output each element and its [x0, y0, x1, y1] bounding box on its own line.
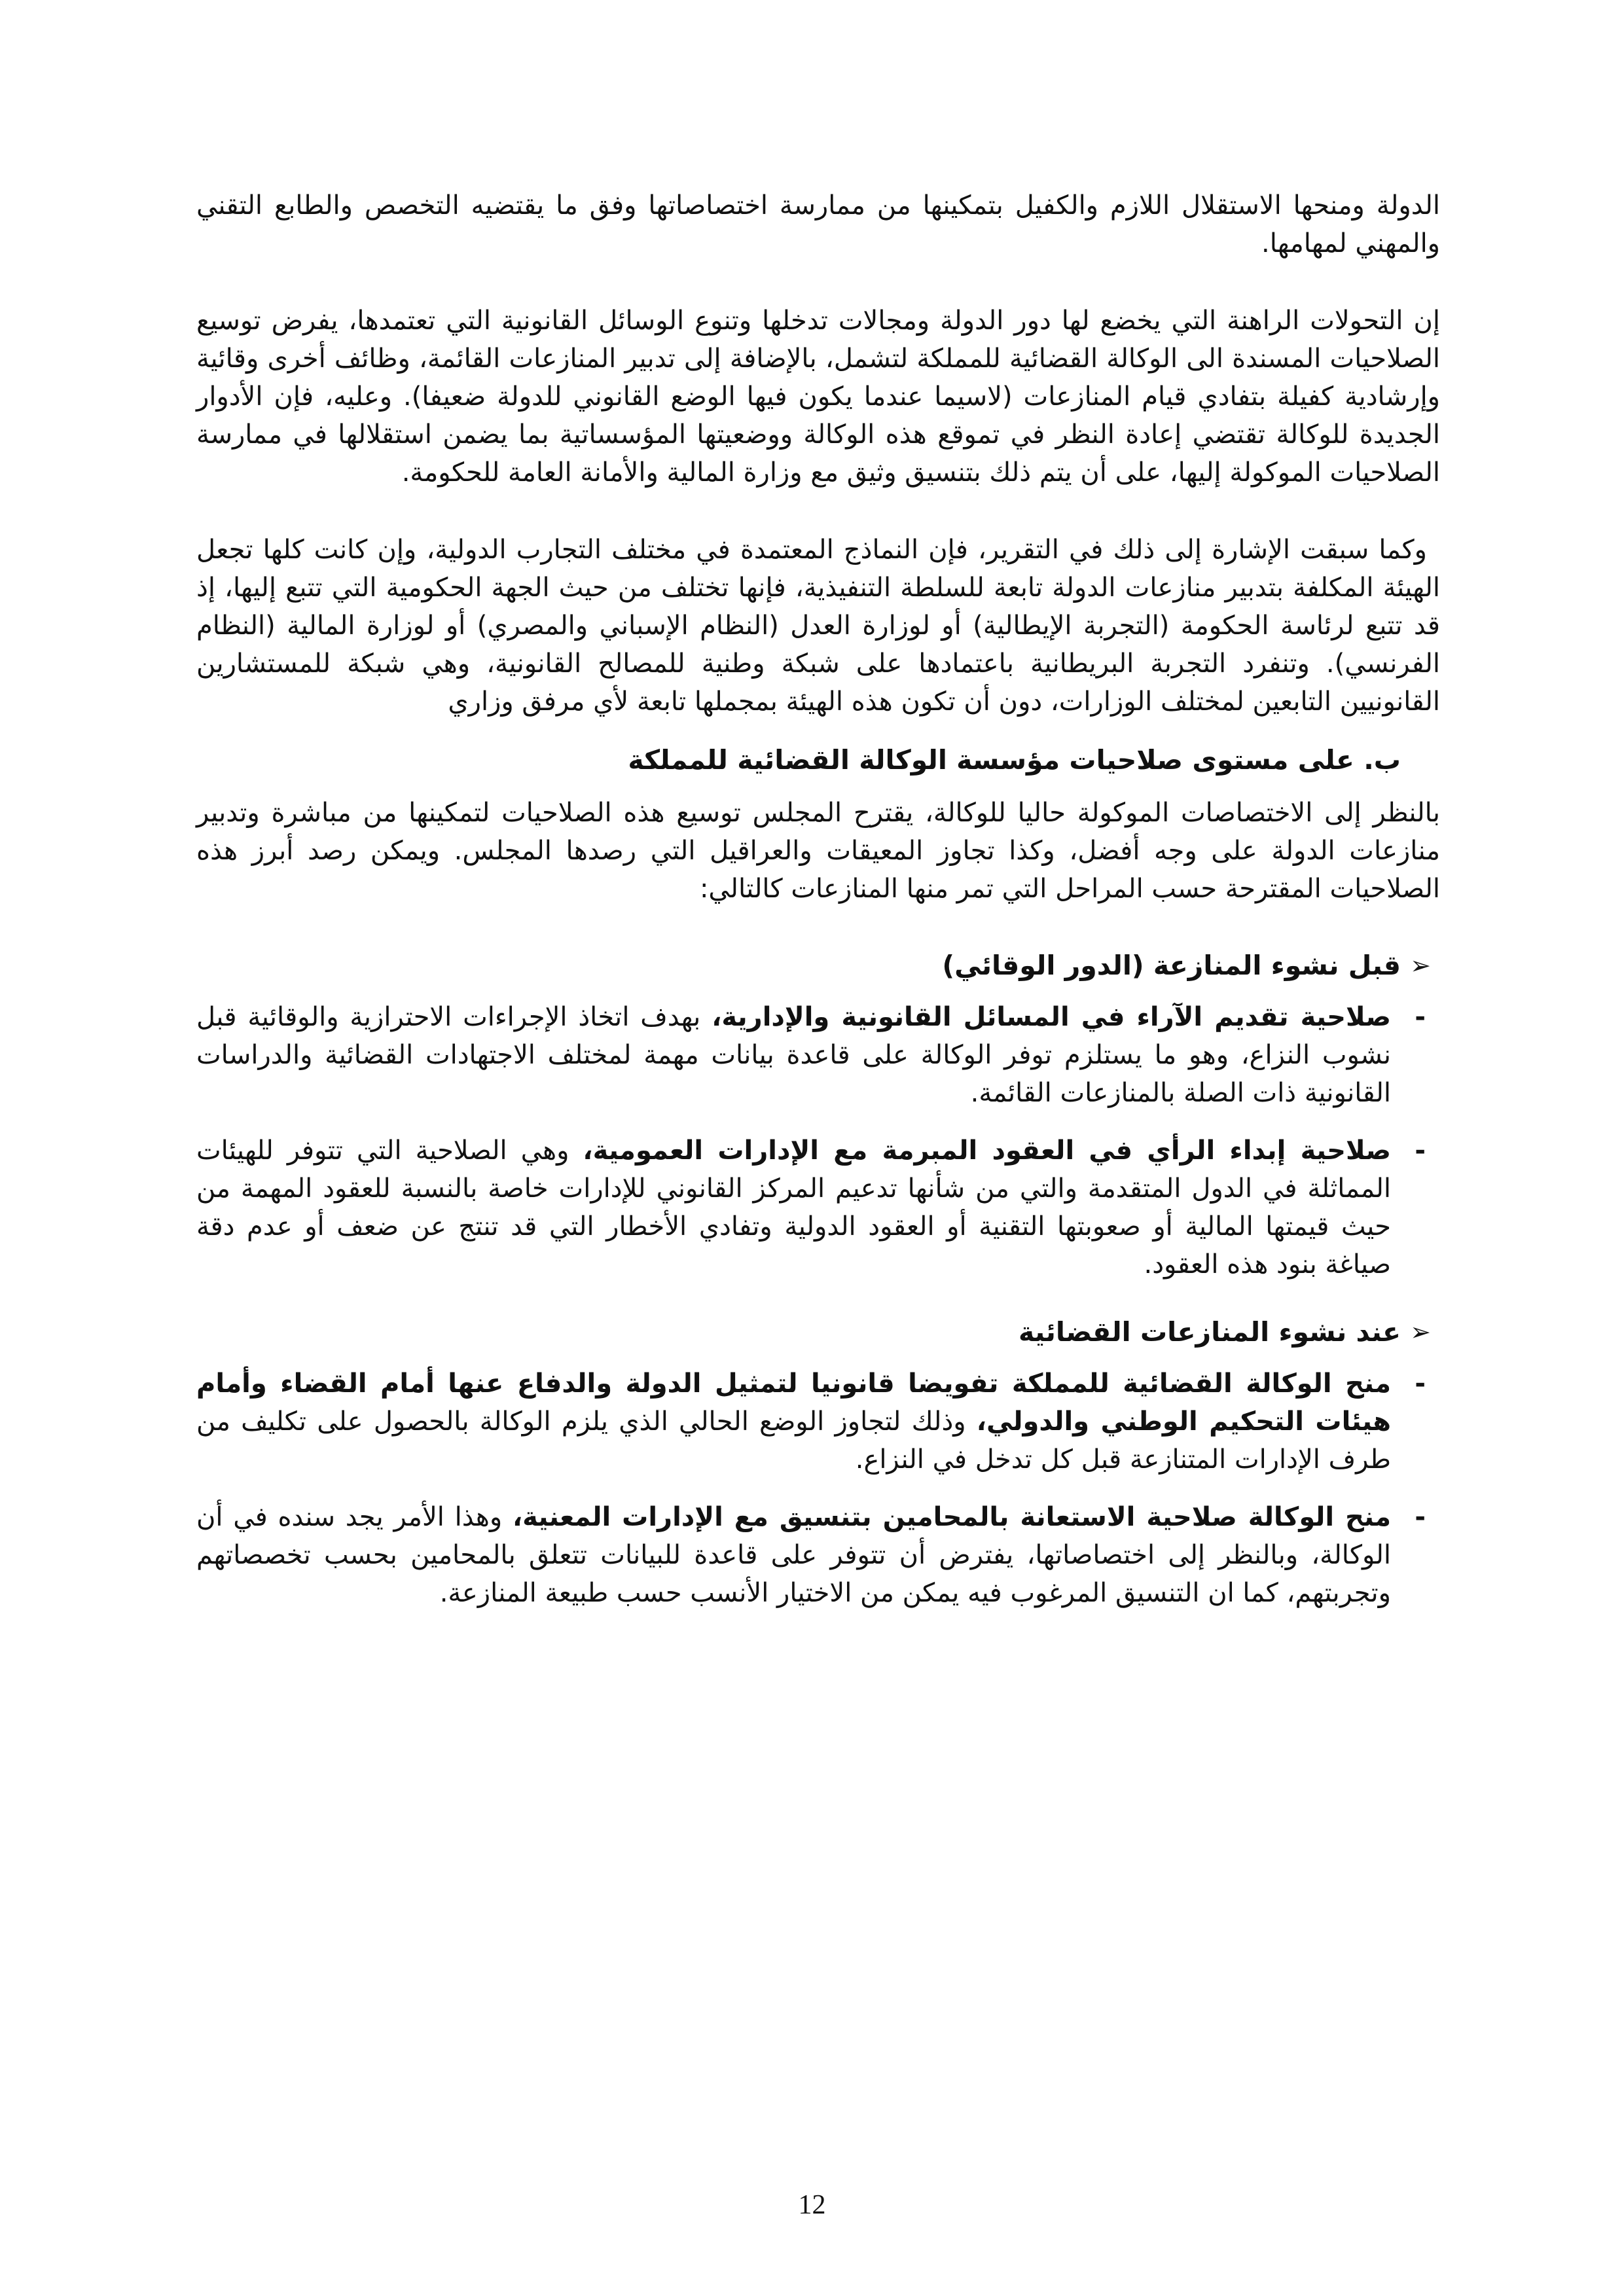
document-page [196, 187, 1440, 1632]
list-item [196, 1132, 1440, 1283]
stage-title: عند نشوء المنازعات القضائية [1018, 1316, 1401, 1348]
item-bold-lead: صلاحية تقديم الآراء في المسائل القانونية والإدارية، [712, 1002, 1392, 1032]
dash-bullet-icon: - [1415, 1502, 1426, 1532]
list-item [196, 1498, 1440, 1612]
litigation-powers-list [196, 1365, 1440, 1612]
arrow-bullet-icon: ➢ [1410, 951, 1431, 980]
list-item [196, 998, 1440, 1112]
item-text: وهي الصلاحية التي تتوفر للهيئات المماثلة في الدول المتقدمة والتي من شأنها تدعيم المركز القانوني للإدارات خاصة بالنسبة للعقود المهمة من حيث قيمتها المالية أو صعوبتها التقنية أو العقود الدولية وتفادي الأخطار التي قد تنتج عن ضعف أو عدم دقة صياغة بنود هذه العقود. [196, 1136, 1391, 1280]
paragraph-2: إن التحولات الراهنة التي يخضع لها دور الدولة ومجالات تدخلها وتنوع الوسائل القانونية التي تعتمدها، يفرض توسيع الصلاحيات المسندة الى الوكالة القضائية للمملكة لتشمل، بالإضافة إلى تدبير المنازعات القائمة، وظائف أخرى وقائية وإرشادية كفيلة بتفادي قيام المنازعات (لاسيما عندما يكون فيها الوضع القانوني للدولة ضعيفا). وعليه، فإن الأدوار الجديدة للوكالة تقتضي إعادة النظر في تموقع هذه الوكالة ووضعيتها المؤسساتية بما يضمن استقلالها في ممارسة الصلاحيات الموكولة إليها، على أن يتم ذلك بتنسيق وثيق مع وزارة المالية والأمانة العامة للحكومة. [196, 306, 1440, 488]
item-text: بهدف اتخاذ الإجراءات الاحترازية والوقائية قبل نشوب النزاع، وهو ما يستلزم توفر الوكالة على قاعدة بيانات مهمة لمختلف الاجتهادات القضائية والدراسات القانونية ذات الصلة بالمنازعات القائمة. [196, 1002, 1391, 1108]
list-item [196, 1365, 1440, 1479]
item-bold-lead: منح الوكالة صلاحية الاستعانة بالمحامين بتنسيق مع الإدارات المعنية، [512, 1502, 1392, 1532]
dash-bullet-icon: - [1415, 1136, 1426, 1166]
paragraph-1: الدولة ومنحها الاستقلال اللازم والكفيل بتمكينها من ممارسة اختصاصاتها وفق ما يقتضيه التخصص والطابع التقني والمهني لمهامها. [196, 190, 1440, 259]
section-intro: بالنظر إلى الاختصاصات الموكولة حاليا للوكالة، يقترح المجلس توسيع هذه الصلاحيات لتمكينها من مباشرة وتدبير منازعات الدولة على وجه أفضل، وكذا تجاوز المعيقات والعراقيل التي رصدها المجلس. ويمكن رصد أبرز هذه الصلاحيات المقترحة حسب المراحل التي تمر منها المنازعات كالتالي: [196, 798, 1440, 904]
item-bold-lead: منح الوكالة القضائية للمملكة تفويضا قانونيا لتمثيل الدولة والدفاع عنها أمام القضاء وأمام هيئات التحكيم الوطني والدولي، [196, 1369, 1391, 1437]
item-text: وهذا الأمر يجد سنده في أن الوكالة، وبالنظر إلى اختصاصاتها، يفترض أن تتوفر على قاعدة للبيانات تتعلق بالمحامين بحسب تخصصاتهم وتجربتهم، كما ان التنسيق المرغوب فيه يمكن من الاختيار الأنسب حسب طبيعة المنازعة. [196, 1502, 1391, 1608]
section-heading: ب. على مستوى صلاحيات مؤسسة الوكالة القضائية للمملكة [628, 744, 1401, 776]
item-bold-lead: صلاحية إبداء الرأي في العقود المبرمة مع الإدارات العمومية، [583, 1136, 1392, 1166]
stage-title: قبل نشوء المنازعة (الدور الوقائي) [942, 950, 1401, 981]
paragraph-3: وكما سبقت الإشارة إلى ذلك في التقرير، فإن النماذج المعتمدة في مختلف التجارب الدولية، وإن كانت كلها تجعل الهيئة المكلفة بتدبير منازعات الدولة تابعة للسلطة التنفيذية، فإنها تختلف من حيث الجهة الحكومية التي تتبع إليها، إذ قد تتبع لرئاسة الحكومة (التجربة الإيطالية) أو لوزارة العدل (النظام الإسباني والمصري) أو لوزارة المالية (النظام الفرنسي). وتنفرد التجربة البريطانية باعتمادها على شبكة وطنية للمصالح القانونية، وهي شبكة للمستشارين القانونيين التابعين لمختلف الوزارات، دون أن تكون هذه الهيئة بمجملها تابعة لأي مرفق وزاري [196, 535, 1440, 717]
preventive-powers-list [196, 998, 1440, 1283]
item-text: وذلك لتجاوز الوضع الحالي الذي يلزم الوكالة بالحصول على تكليف من طرف الإدارات المتنازعة قبل كل تدخل في النزاع. [196, 1407, 1391, 1475]
arrow-bullet-icon: ➢ [1410, 1318, 1431, 1346]
dash-bullet-icon: - [1415, 1369, 1426, 1399]
dash-bullet-icon: - [1415, 1002, 1426, 1032]
page-number: 12 [798, 2190, 826, 2220]
stage-heading-litigation [196, 1312, 1440, 1352]
stage-heading-preventive [196, 946, 1440, 985]
